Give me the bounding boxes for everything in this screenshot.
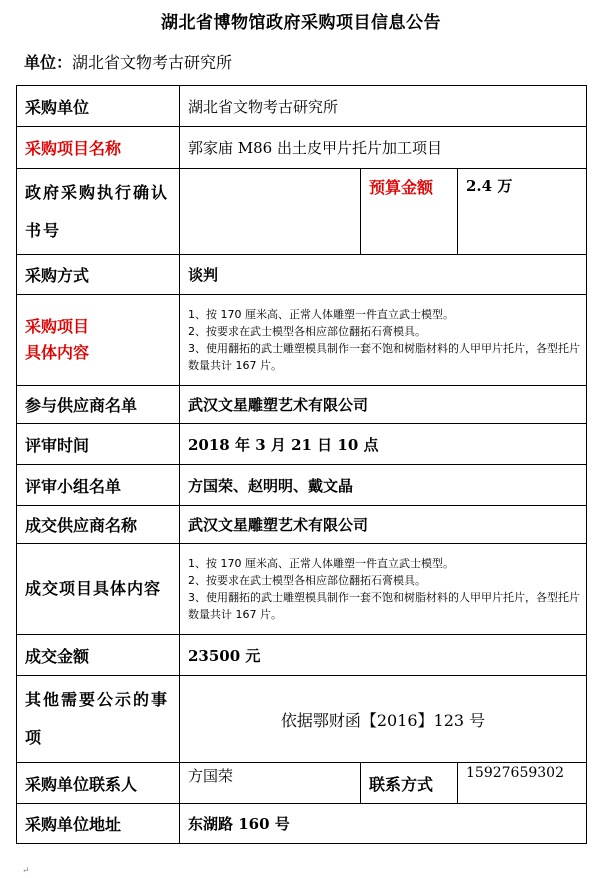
phone-label: 联系方式 [361,763,458,804]
row-review-time [17,424,587,465]
row-amount [17,635,587,676]
row-other [17,676,587,763]
contact-label: 采购单位联系人 [17,763,180,804]
row-confirm-no [17,169,587,255]
review-group-label: 评审小组名单 [17,465,180,506]
winner-label: 成交供应商名称 [17,506,180,544]
content-label [17,295,180,386]
address-label: 采购单位地址 [17,804,180,844]
unit-label: 单位： [24,53,73,72]
review-group-value: 方国荣、赵明明、戴文晶 [180,465,587,506]
row-deal-content [17,544,587,635]
row-contact [17,763,587,804]
content-item: 2、按要求在武士模型各相应部位翻拓石膏模具。 [188,325,426,338]
project-name-value: 郭家庙 M86 出土皮甲片托片加工项目 [180,127,587,169]
content-item: 1、按 170 厘米高、正常人体雕塑一件直立武士模型。 [188,308,454,321]
purchaser-label: 采购单位 [17,86,180,127]
phone-value: 15927659302 [458,763,587,804]
confirm-no-value [180,169,361,255]
page-title: 湖北省博物馆政府采购项目信息公告 [161,13,441,33]
suppliers-label: 参与供应商名单 [17,386,180,424]
row-project-name [17,127,587,169]
deal-content-label: 成交项目具体内容 [17,544,180,635]
announcement-table [16,85,587,844]
deal-content-item: 1、按 170 厘米高、正常人体雕塑一件直立武士模型。 [188,557,454,570]
row-review-group [17,465,587,506]
content-label-line1: 采购项目 [25,317,90,336]
project-name-label: 采购项目名称 [17,127,180,169]
review-time-value: 2018 年 3 月 21 日 10 点 [180,424,587,465]
amount-value: 23500 元 [180,635,587,676]
row-content [17,295,587,386]
other-value: 依据鄂财函【2016】123 号 [180,676,587,763]
purchaser-value: 湖北省文物考古研究所 [180,86,587,127]
other-label: 其他需要公示的事项 [17,676,180,763]
suppliers-value: 武汉文星雕塑艺术有限公司 [180,386,587,424]
row-address [17,804,587,844]
row-suppliers [17,386,587,424]
review-time-label: 评审时间 [17,424,180,465]
address-value: 东湖路 160 号 [180,804,587,844]
winner-value: 武汉文星雕塑艺术有限公司 [180,506,587,544]
amount-label: 成交金额 [17,635,180,676]
method-label: 采购方式 [17,255,180,295]
content-label-line2: 具体内容 [25,343,90,362]
unit-line [24,50,232,73]
deal-content-item: 2、按要求在武士模型各相应部位翻拓石膏模具。 [188,574,426,587]
deal-content-items [180,544,587,635]
budget-label: 预算金额 [361,169,458,255]
content-item: 3、使用翻拓的武士雕塑模具制作一套不饱和树脂材料的人甲甲片托片，各型托片数量共计 167 片。 [188,342,580,372]
confirm-no-label: 政府采购执行确认书号 [17,169,180,255]
content-items [180,295,587,386]
budget-value: 2.4 万 [458,169,587,255]
contact-value: 方国荣 [180,763,361,804]
row-purchaser [17,86,587,127]
deal-content-item: 3、使用翻拓的武士雕塑模具制作一套不饱和树脂材料的人甲甲片托片，各型托片数量共计 167 片。 [188,591,580,621]
method-value: 谈判 [180,255,587,295]
paragraph-mark: ↵ [22,866,30,876]
row-method [17,255,587,295]
row-winner [17,506,587,544]
unit-value: 湖北省文物考古研究所 [72,53,233,72]
